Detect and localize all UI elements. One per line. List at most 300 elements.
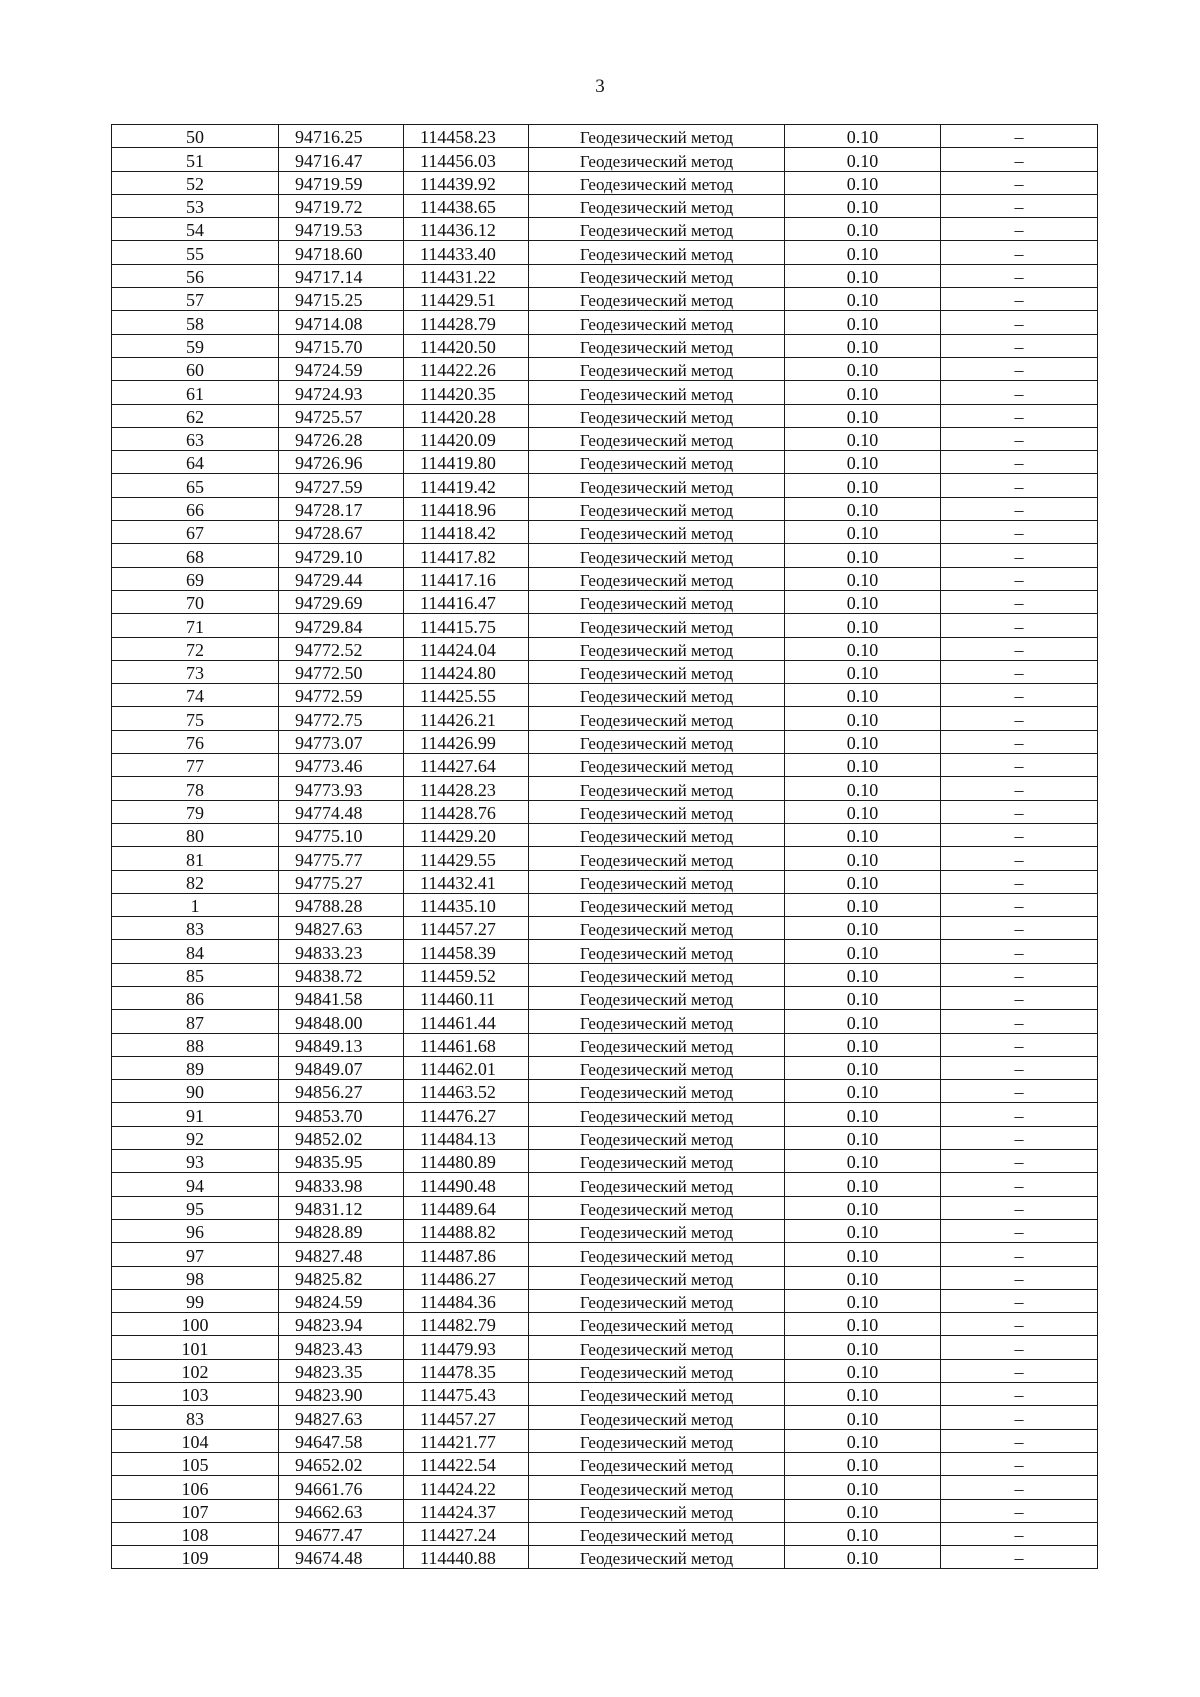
point-number-cell: 87 bbox=[112, 1010, 279, 1033]
method-cell: Геодезический метод bbox=[529, 940, 785, 963]
y-coordinate-cell: 114486.27 bbox=[404, 1266, 529, 1289]
method-cell: Геодезический метод bbox=[529, 1289, 785, 1312]
note-cell: – bbox=[941, 1499, 1098, 1522]
coordinates-table-body bbox=[112, 125, 1098, 1569]
point-number-cell: 108 bbox=[112, 1522, 279, 1545]
method-cell: Геодезический метод bbox=[529, 427, 785, 450]
accuracy-cell: 0.10 bbox=[785, 660, 941, 683]
point-number-cell: 73 bbox=[112, 660, 279, 683]
point-number-cell: 58 bbox=[112, 311, 279, 334]
x-coordinate-cell: 94823.94 bbox=[279, 1313, 404, 1336]
table-row bbox=[112, 1266, 1098, 1289]
x-coordinate-cell: 94719.59 bbox=[279, 171, 404, 194]
accuracy-cell: 0.10 bbox=[785, 311, 941, 334]
accuracy-cell: 0.10 bbox=[785, 1243, 941, 1266]
note-cell: – bbox=[941, 1359, 1098, 1382]
note-cell: – bbox=[941, 870, 1098, 893]
x-coordinate-cell: 94726.96 bbox=[279, 451, 404, 474]
note-cell: – bbox=[941, 847, 1098, 870]
table-row bbox=[112, 614, 1098, 637]
accuracy-cell: 0.10 bbox=[785, 986, 941, 1009]
y-coordinate-cell: 114462.01 bbox=[404, 1056, 529, 1079]
x-coordinate-cell: 94827.63 bbox=[279, 917, 404, 940]
accuracy-cell: 0.10 bbox=[785, 171, 941, 194]
accuracy-cell: 0.10 bbox=[785, 1406, 941, 1429]
y-coordinate-cell: 114435.10 bbox=[404, 893, 529, 916]
x-coordinate-cell: 94729.84 bbox=[279, 614, 404, 637]
table-row bbox=[112, 521, 1098, 544]
table-row bbox=[112, 288, 1098, 311]
point-number-cell: 62 bbox=[112, 404, 279, 427]
accuracy-cell: 0.10 bbox=[785, 404, 941, 427]
point-number-cell: 95 bbox=[112, 1196, 279, 1219]
method-cell: Геодезический метод bbox=[529, 1150, 785, 1173]
x-coordinate-cell: 94833.98 bbox=[279, 1173, 404, 1196]
method-cell: Геодезический метод bbox=[529, 1219, 785, 1242]
table-row bbox=[112, 357, 1098, 380]
y-coordinate-cell: 114418.96 bbox=[404, 497, 529, 520]
point-number-cell: 80 bbox=[112, 823, 279, 846]
table-row bbox=[112, 544, 1098, 567]
method-cell: Геодезический метод bbox=[529, 1126, 785, 1149]
table-row bbox=[112, 311, 1098, 334]
y-coordinate-cell: 114417.82 bbox=[404, 544, 529, 567]
point-number-cell: 90 bbox=[112, 1080, 279, 1103]
method-cell: Геодезический метод bbox=[529, 1173, 785, 1196]
table-row bbox=[112, 1476, 1098, 1499]
x-coordinate-cell: 94835.95 bbox=[279, 1150, 404, 1173]
x-coordinate-cell: 94729.44 bbox=[279, 567, 404, 590]
table-row bbox=[112, 497, 1098, 520]
point-number-cell: 86 bbox=[112, 986, 279, 1009]
table-row bbox=[112, 1243, 1098, 1266]
y-coordinate-cell: 114420.28 bbox=[404, 404, 529, 427]
accuracy-cell: 0.10 bbox=[785, 1452, 941, 1475]
note-cell: – bbox=[941, 1196, 1098, 1219]
note-cell: – bbox=[941, 521, 1098, 544]
y-coordinate-cell: 114488.82 bbox=[404, 1219, 529, 1242]
method-cell: Геодезический метод bbox=[529, 1336, 785, 1359]
point-number-cell: 107 bbox=[112, 1499, 279, 1522]
point-number-cell: 98 bbox=[112, 1266, 279, 1289]
note-cell: – bbox=[941, 567, 1098, 590]
y-coordinate-cell: 114420.35 bbox=[404, 381, 529, 404]
method-cell: Геодезический метод bbox=[529, 1033, 785, 1056]
note-cell: – bbox=[941, 1289, 1098, 1312]
method-cell: Геодезический метод bbox=[529, 264, 785, 287]
accuracy-cell: 0.10 bbox=[785, 637, 941, 660]
y-coordinate-cell: 114475.43 bbox=[404, 1383, 529, 1406]
accuracy-cell: 0.10 bbox=[785, 684, 941, 707]
method-cell: Геодезический метод bbox=[529, 1429, 785, 1452]
table-row bbox=[112, 451, 1098, 474]
accuracy-cell: 0.10 bbox=[785, 264, 941, 287]
x-coordinate-cell: 94823.90 bbox=[279, 1383, 404, 1406]
x-coordinate-cell: 94849.13 bbox=[279, 1033, 404, 1056]
accuracy-cell: 0.10 bbox=[785, 730, 941, 753]
accuracy-cell: 0.10 bbox=[785, 1429, 941, 1452]
method-cell: Геодезический метод bbox=[529, 1452, 785, 1475]
y-coordinate-cell: 114428.23 bbox=[404, 777, 529, 800]
point-number-cell: 72 bbox=[112, 637, 279, 660]
note-cell: – bbox=[941, 1243, 1098, 1266]
note-cell: – bbox=[941, 241, 1098, 264]
table-row bbox=[112, 1499, 1098, 1522]
y-coordinate-cell: 114436.12 bbox=[404, 218, 529, 241]
y-coordinate-cell: 114433.40 bbox=[404, 241, 529, 264]
table-row bbox=[112, 870, 1098, 893]
method-cell: Геодезический метод bbox=[529, 614, 785, 637]
table-row bbox=[112, 637, 1098, 660]
x-coordinate-cell: 94719.53 bbox=[279, 218, 404, 241]
table-row bbox=[112, 1033, 1098, 1056]
point-number-cell: 109 bbox=[112, 1546, 279, 1569]
x-coordinate-cell: 94775.27 bbox=[279, 870, 404, 893]
y-coordinate-cell: 114415.75 bbox=[404, 614, 529, 637]
table-row bbox=[112, 1219, 1098, 1242]
accuracy-cell: 0.10 bbox=[785, 893, 941, 916]
table-row bbox=[112, 986, 1098, 1009]
note-cell: – bbox=[941, 451, 1098, 474]
x-coordinate-cell: 94715.70 bbox=[279, 334, 404, 357]
x-coordinate-cell: 94662.63 bbox=[279, 1499, 404, 1522]
point-number-cell: 84 bbox=[112, 940, 279, 963]
note-cell: – bbox=[941, 940, 1098, 963]
point-number-cell: 92 bbox=[112, 1126, 279, 1149]
note-cell: – bbox=[941, 917, 1098, 940]
y-coordinate-cell: 114482.79 bbox=[404, 1313, 529, 1336]
point-number-cell: 68 bbox=[112, 544, 279, 567]
y-coordinate-cell: 114429.51 bbox=[404, 288, 529, 311]
method-cell: Геодезический метод bbox=[529, 171, 785, 194]
note-cell: – bbox=[941, 1103, 1098, 1126]
accuracy-cell: 0.10 bbox=[785, 474, 941, 497]
x-coordinate-cell: 94856.27 bbox=[279, 1080, 404, 1103]
x-coordinate-cell: 94647.58 bbox=[279, 1429, 404, 1452]
point-number-cell: 105 bbox=[112, 1452, 279, 1475]
method-cell: Геодезический метод bbox=[529, 684, 785, 707]
accuracy-cell: 0.10 bbox=[785, 1056, 941, 1079]
accuracy-cell: 0.10 bbox=[785, 707, 941, 730]
note-cell: – bbox=[941, 544, 1098, 567]
y-coordinate-cell: 114457.27 bbox=[404, 1406, 529, 1429]
y-coordinate-cell: 114420.50 bbox=[404, 334, 529, 357]
point-number-cell: 55 bbox=[112, 241, 279, 264]
x-coordinate-cell: 94728.67 bbox=[279, 521, 404, 544]
accuracy-cell: 0.10 bbox=[785, 1476, 941, 1499]
x-coordinate-cell: 94825.82 bbox=[279, 1266, 404, 1289]
table-row bbox=[112, 823, 1098, 846]
method-cell: Геодезический метод bbox=[529, 148, 785, 171]
x-coordinate-cell: 94726.28 bbox=[279, 427, 404, 450]
x-coordinate-cell: 94838.72 bbox=[279, 963, 404, 986]
note-cell: – bbox=[941, 288, 1098, 311]
table-row bbox=[112, 1522, 1098, 1545]
note-cell: – bbox=[941, 1452, 1098, 1475]
table-row bbox=[112, 1546, 1098, 1569]
x-coordinate-cell: 94824.59 bbox=[279, 1289, 404, 1312]
y-coordinate-cell: 114420.09 bbox=[404, 427, 529, 450]
point-number-cell: 75 bbox=[112, 707, 279, 730]
note-cell: – bbox=[941, 1010, 1098, 1033]
method-cell: Геодезический метод bbox=[529, 1359, 785, 1382]
x-coordinate-cell: 94833.23 bbox=[279, 940, 404, 963]
method-cell: Геодезический метод bbox=[529, 707, 785, 730]
y-coordinate-cell: 114463.52 bbox=[404, 1080, 529, 1103]
point-number-cell: 77 bbox=[112, 754, 279, 777]
note-cell: – bbox=[941, 1546, 1098, 1569]
note-cell: – bbox=[941, 1336, 1098, 1359]
point-number-cell: 60 bbox=[112, 357, 279, 380]
method-cell: Геодезический метод bbox=[529, 1056, 785, 1079]
y-coordinate-cell: 114421.77 bbox=[404, 1429, 529, 1452]
method-cell: Геодезический метод bbox=[529, 1406, 785, 1429]
point-number-cell: 89 bbox=[112, 1056, 279, 1079]
x-coordinate-cell: 94773.93 bbox=[279, 777, 404, 800]
x-coordinate-cell: 94718.60 bbox=[279, 241, 404, 264]
table-row bbox=[112, 264, 1098, 287]
table-row bbox=[112, 381, 1098, 404]
accuracy-cell: 0.10 bbox=[785, 567, 941, 590]
method-cell: Геодезический метод bbox=[529, 381, 785, 404]
accuracy-cell: 0.10 bbox=[785, 497, 941, 520]
x-coordinate-cell: 94716.25 bbox=[279, 125, 404, 148]
method-cell: Геодезический метод bbox=[529, 963, 785, 986]
point-number-cell: 66 bbox=[112, 497, 279, 520]
x-coordinate-cell: 94716.47 bbox=[279, 148, 404, 171]
accuracy-cell: 0.10 bbox=[785, 125, 941, 148]
x-coordinate-cell: 94717.14 bbox=[279, 264, 404, 287]
note-cell: – bbox=[941, 777, 1098, 800]
y-coordinate-cell: 114416.47 bbox=[404, 590, 529, 613]
point-number-cell: 100 bbox=[112, 1313, 279, 1336]
y-coordinate-cell: 114428.79 bbox=[404, 311, 529, 334]
point-number-cell: 83 bbox=[112, 1406, 279, 1429]
y-coordinate-cell: 114424.37 bbox=[404, 1499, 529, 1522]
accuracy-cell: 0.10 bbox=[785, 1383, 941, 1406]
y-coordinate-cell: 114424.04 bbox=[404, 637, 529, 660]
accuracy-cell: 0.10 bbox=[785, 614, 941, 637]
method-cell: Геодезический метод bbox=[529, 893, 785, 916]
y-coordinate-cell: 114439.92 bbox=[404, 171, 529, 194]
method-cell: Геодезический метод bbox=[529, 474, 785, 497]
accuracy-cell: 0.10 bbox=[785, 1266, 941, 1289]
table-row bbox=[112, 847, 1098, 870]
x-coordinate-cell: 94724.59 bbox=[279, 357, 404, 380]
accuracy-cell: 0.10 bbox=[785, 427, 941, 450]
accuracy-cell: 0.10 bbox=[785, 218, 941, 241]
accuracy-cell: 0.10 bbox=[785, 963, 941, 986]
point-number-cell: 50 bbox=[112, 125, 279, 148]
note-cell: – bbox=[941, 381, 1098, 404]
y-coordinate-cell: 114459.52 bbox=[404, 963, 529, 986]
table-row bbox=[112, 1313, 1098, 1336]
note-cell: – bbox=[941, 1429, 1098, 1452]
table-row bbox=[112, 754, 1098, 777]
note-cell: – bbox=[941, 1033, 1098, 1056]
note-cell: – bbox=[941, 404, 1098, 427]
y-coordinate-cell: 114458.39 bbox=[404, 940, 529, 963]
y-coordinate-cell: 114440.88 bbox=[404, 1546, 529, 1569]
y-coordinate-cell: 114484.36 bbox=[404, 1289, 529, 1312]
x-coordinate-cell: 94772.52 bbox=[279, 637, 404, 660]
accuracy-cell: 0.10 bbox=[785, 1173, 941, 1196]
method-cell: Геодезический метод bbox=[529, 1010, 785, 1033]
accuracy-cell: 0.10 bbox=[785, 1010, 941, 1033]
method-cell: Геодезический метод bbox=[529, 567, 785, 590]
accuracy-cell: 0.10 bbox=[785, 847, 941, 870]
accuracy-cell: 0.10 bbox=[785, 334, 941, 357]
method-cell: Геодезический метод bbox=[529, 847, 785, 870]
table-row bbox=[112, 1359, 1098, 1382]
point-number-cell: 56 bbox=[112, 264, 279, 287]
table-row bbox=[112, 893, 1098, 916]
accuracy-cell: 0.10 bbox=[785, 1103, 941, 1126]
accuracy-cell: 0.10 bbox=[785, 800, 941, 823]
note-cell: – bbox=[941, 730, 1098, 753]
y-coordinate-cell: 114427.64 bbox=[404, 754, 529, 777]
note-cell: – bbox=[941, 1056, 1098, 1079]
x-coordinate-cell: 94714.08 bbox=[279, 311, 404, 334]
accuracy-cell: 0.10 bbox=[785, 590, 941, 613]
x-coordinate-cell: 94725.57 bbox=[279, 404, 404, 427]
point-number-cell: 93 bbox=[112, 1150, 279, 1173]
point-number-cell: 104 bbox=[112, 1429, 279, 1452]
y-coordinate-cell: 114417.16 bbox=[404, 567, 529, 590]
point-number-cell: 97 bbox=[112, 1243, 279, 1266]
x-coordinate-cell: 94772.59 bbox=[279, 684, 404, 707]
page-number: 3 bbox=[595, 76, 605, 97]
method-cell: Геодезический метод bbox=[529, 497, 785, 520]
y-coordinate-cell: 114425.55 bbox=[404, 684, 529, 707]
accuracy-cell: 0.10 bbox=[785, 1150, 941, 1173]
table-row bbox=[112, 1406, 1098, 1429]
table-row bbox=[112, 1196, 1098, 1219]
note-cell: – bbox=[941, 1313, 1098, 1336]
accuracy-cell: 0.10 bbox=[785, 451, 941, 474]
accuracy-cell: 0.10 bbox=[785, 1546, 941, 1569]
y-coordinate-cell: 114480.89 bbox=[404, 1150, 529, 1173]
y-coordinate-cell: 114422.26 bbox=[404, 357, 529, 380]
y-coordinate-cell: 114490.48 bbox=[404, 1173, 529, 1196]
method-cell: Геодезический метод bbox=[529, 730, 785, 753]
y-coordinate-cell: 114424.80 bbox=[404, 660, 529, 683]
x-coordinate-cell: 94773.46 bbox=[279, 754, 404, 777]
accuracy-cell: 0.10 bbox=[785, 381, 941, 404]
point-number-cell: 79 bbox=[112, 800, 279, 823]
x-coordinate-cell: 94775.10 bbox=[279, 823, 404, 846]
x-coordinate-cell: 94719.72 bbox=[279, 194, 404, 217]
note-cell: – bbox=[941, 800, 1098, 823]
y-coordinate-cell: 114479.93 bbox=[404, 1336, 529, 1359]
y-coordinate-cell: 114458.23 bbox=[404, 125, 529, 148]
coordinates-table bbox=[111, 124, 1098, 1569]
method-cell: Геодезический метод bbox=[529, 218, 785, 241]
method-cell: Геодезический метод bbox=[529, 1243, 785, 1266]
method-cell: Геодезический метод bbox=[529, 311, 785, 334]
note-cell: – bbox=[941, 707, 1098, 730]
y-coordinate-cell: 114424.22 bbox=[404, 1476, 529, 1499]
x-coordinate-cell: 94849.07 bbox=[279, 1056, 404, 1079]
x-coordinate-cell: 94652.02 bbox=[279, 1452, 404, 1475]
x-coordinate-cell: 94729.10 bbox=[279, 544, 404, 567]
x-coordinate-cell: 94772.50 bbox=[279, 660, 404, 683]
note-cell: – bbox=[941, 614, 1098, 637]
method-cell: Геодезический метод bbox=[529, 544, 785, 567]
table-row bbox=[112, 1289, 1098, 1312]
method-cell: Геодезический метод bbox=[529, 1266, 785, 1289]
y-coordinate-cell: 114427.24 bbox=[404, 1522, 529, 1545]
point-number-cell: 53 bbox=[112, 194, 279, 217]
note-cell: – bbox=[941, 218, 1098, 241]
x-coordinate-cell: 94727.59 bbox=[279, 474, 404, 497]
point-number-cell: 103 bbox=[112, 1383, 279, 1406]
point-number-cell: 59 bbox=[112, 334, 279, 357]
note-cell: – bbox=[941, 1080, 1098, 1103]
table-row bbox=[112, 1452, 1098, 1475]
x-coordinate-cell: 94788.28 bbox=[279, 893, 404, 916]
note-cell: – bbox=[941, 497, 1098, 520]
note-cell: – bbox=[941, 125, 1098, 148]
accuracy-cell: 0.10 bbox=[785, 521, 941, 544]
note-cell: – bbox=[941, 590, 1098, 613]
y-coordinate-cell: 114456.03 bbox=[404, 148, 529, 171]
accuracy-cell: 0.10 bbox=[785, 1313, 941, 1336]
table-row bbox=[112, 917, 1098, 940]
y-coordinate-cell: 114419.80 bbox=[404, 451, 529, 474]
point-number-cell: 102 bbox=[112, 1359, 279, 1382]
method-cell: Геодезический метод bbox=[529, 521, 785, 544]
table-row bbox=[112, 148, 1098, 171]
note-cell: – bbox=[941, 474, 1098, 497]
x-coordinate-cell: 94841.58 bbox=[279, 986, 404, 1009]
point-number-cell: 85 bbox=[112, 963, 279, 986]
accuracy-cell: 0.10 bbox=[785, 1219, 941, 1242]
x-coordinate-cell: 94853.70 bbox=[279, 1103, 404, 1126]
point-number-cell: 51 bbox=[112, 148, 279, 171]
accuracy-cell: 0.10 bbox=[785, 241, 941, 264]
accuracy-cell: 0.10 bbox=[785, 1196, 941, 1219]
method-cell: Геодезический метод bbox=[529, 754, 785, 777]
x-coordinate-cell: 94724.93 bbox=[279, 381, 404, 404]
method-cell: Геодезический метод bbox=[529, 917, 785, 940]
table-row bbox=[112, 218, 1098, 241]
method-cell: Геодезический метод bbox=[529, 1522, 785, 1545]
method-cell: Геодезический метод bbox=[529, 823, 785, 846]
point-number-cell: 63 bbox=[112, 427, 279, 450]
table-row bbox=[112, 730, 1098, 753]
point-number-cell: 67 bbox=[112, 521, 279, 544]
x-coordinate-cell: 94823.43 bbox=[279, 1336, 404, 1359]
y-coordinate-cell: 114428.76 bbox=[404, 800, 529, 823]
x-coordinate-cell: 94848.00 bbox=[279, 1010, 404, 1033]
table-row bbox=[112, 684, 1098, 707]
method-cell: Геодезический метод bbox=[529, 800, 785, 823]
method-cell: Геодезический метод bbox=[529, 194, 785, 217]
table-row bbox=[112, 171, 1098, 194]
point-number-cell: 69 bbox=[112, 567, 279, 590]
table-row bbox=[112, 241, 1098, 264]
note-cell: – bbox=[941, 823, 1098, 846]
point-number-cell: 81 bbox=[112, 847, 279, 870]
y-coordinate-cell: 114426.21 bbox=[404, 707, 529, 730]
table-row bbox=[112, 567, 1098, 590]
method-cell: Геодезический метод bbox=[529, 1499, 785, 1522]
table-row bbox=[112, 427, 1098, 450]
y-coordinate-cell: 114429.20 bbox=[404, 823, 529, 846]
method-cell: Геодезический метод bbox=[529, 1080, 785, 1103]
accuracy-cell: 0.10 bbox=[785, 288, 941, 311]
